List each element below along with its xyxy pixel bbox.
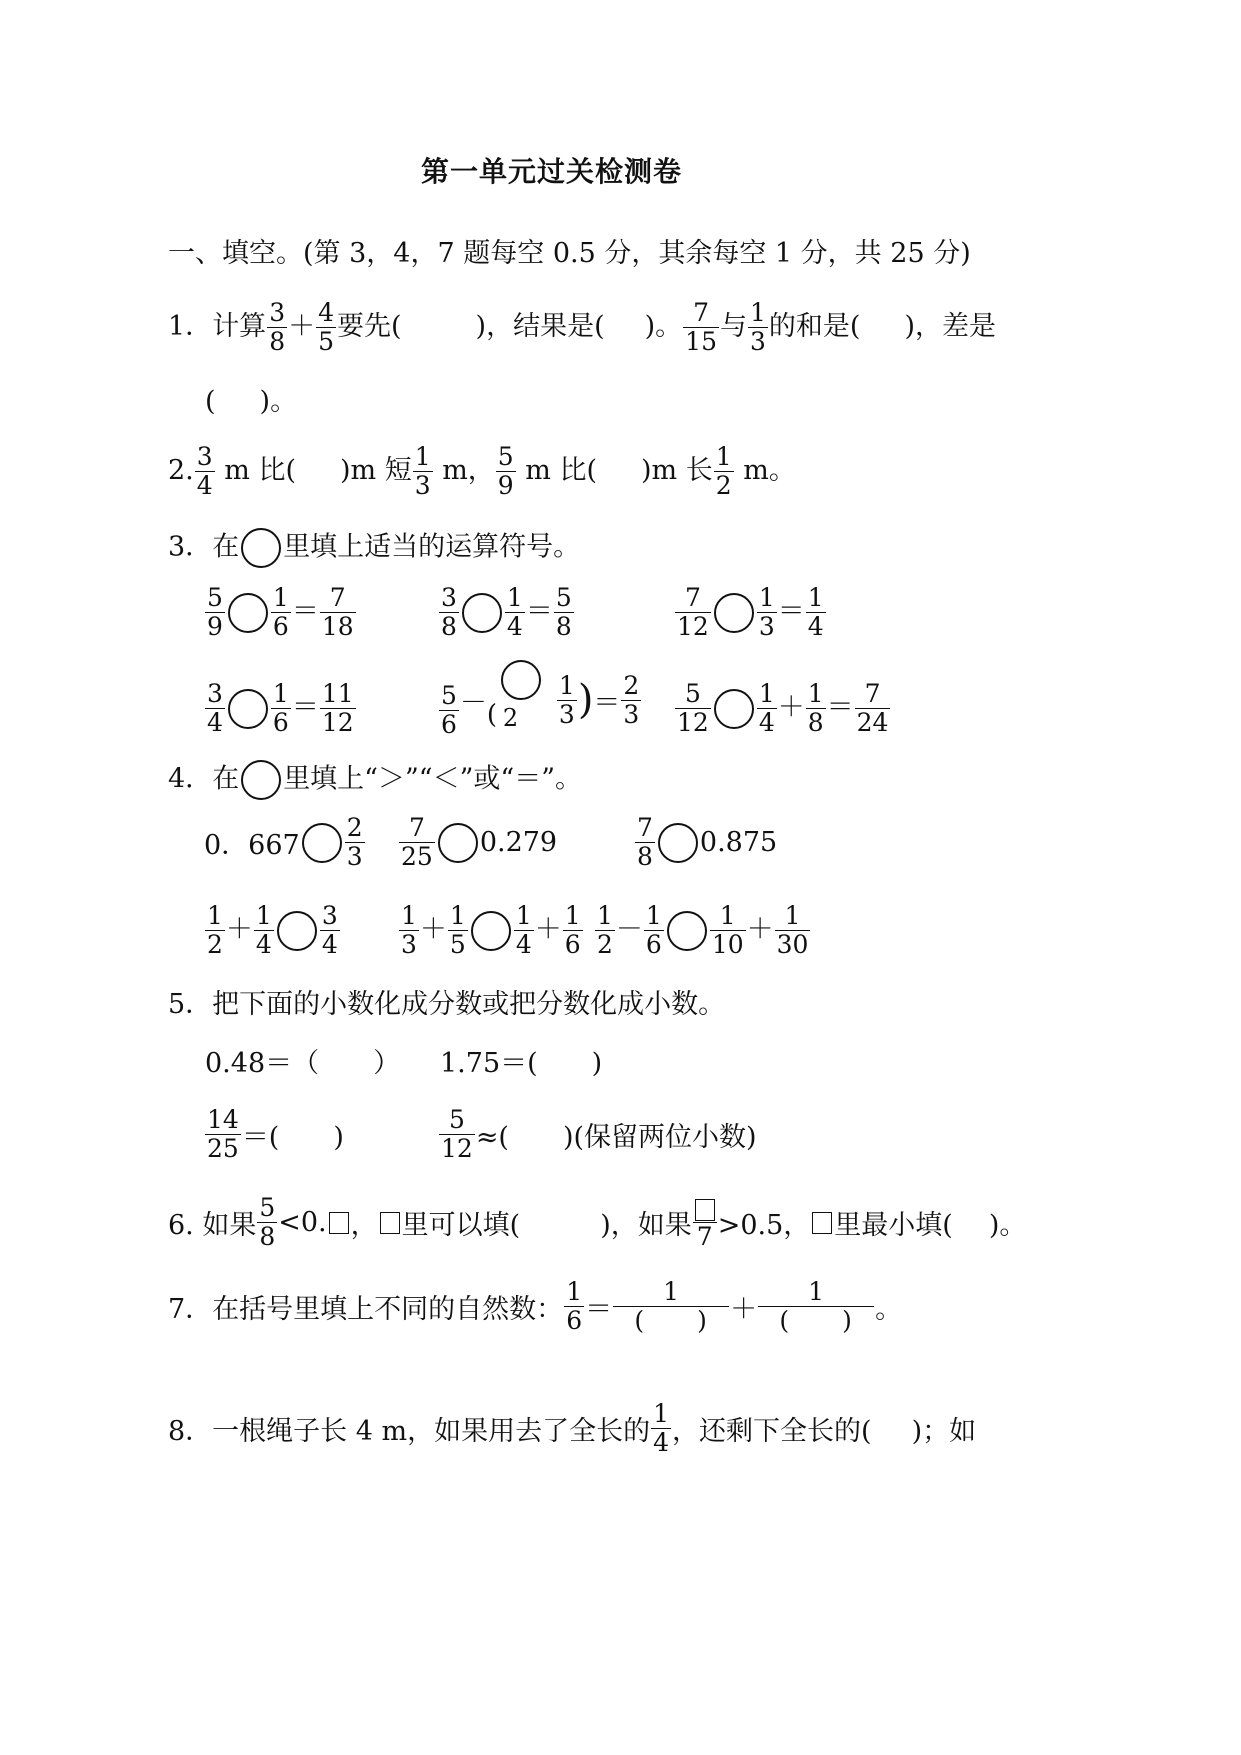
circle-symbol-icon [241, 760, 281, 800]
square-blank-icon [380, 1212, 400, 1234]
question-4: 4．在 里填上“＞”“＜”或“＝”。 [168, 760, 582, 800]
fraction: $\frac{1}{3}$ [749, 298, 766, 356]
answer-circle[interactable] [658, 823, 698, 863]
fraction: $\frac{1}{3}$ [414, 442, 431, 500]
operator: ＋ [288, 311, 316, 342]
fraction: $\frac{4}{5}$ [318, 298, 334, 356]
q1-text: 与 [719, 311, 747, 342]
answer-circle[interactable] [501, 660, 541, 700]
square-blank-icon [812, 1212, 832, 1234]
question-7: 7．在括号里填上不同的自然数： $\frac{1}{6}$ ＝ $\frac{1}{( )}$ ＋ $\frac{1}{( )}$ 。 [168, 1277, 903, 1335]
q3-item: $\frac{5}{6}$ － ( 2 $\frac{1}{3}$ )＝ $\frac{2}{3}$ [438, 660, 642, 740]
q3-item: $\frac{7}{12}$ $\frac{1}{3}$ ＝ $\frac{1}{4}$ [677, 583, 824, 641]
q3-item: $\frac{5}{12}$ $\frac{1}{4}$ ＋ $\frac{1}{8}$ ＝ $\frac{7}{24}$ [677, 679, 889, 737]
answer-fraction[interactable]: $\frac{1}{( )}$ [613, 1278, 729, 1335]
q1-text: )。 [644, 311, 683, 342]
q1-text: )，差是 [904, 311, 996, 342]
question-1 [168, 299, 996, 356]
q5-item: 1.75＝( ) [440, 1048, 603, 1079]
answer-fraction[interactable]: $\frac{1}{( )}$ [758, 1278, 874, 1335]
question-1-line-2: ( )。 [205, 386, 298, 417]
question-3: 3．在 里填上适当的运算符号。 [168, 528, 580, 568]
q4-item: $\frac{7}{8}$ 0.875 [637, 813, 778, 871]
q5-item: $\frac{14}{25}$ ＝( ) [207, 1105, 344, 1163]
fraction: $\frac{1}{2}$ [715, 442, 732, 500]
q4-item: $\frac{7}{25}$ 0.279 [401, 813, 558, 871]
answer-circle[interactable] [438, 823, 478, 863]
question-8: 8．一根绳子长 4 m，如果用去了全长的 $\frac{1}{4}$ ，还剩下全长的( )；如 [168, 1399, 977, 1457]
question-2: 2. $\frac{3}{4}$ m 比( )m 短 $\frac{1}{3}$ m， $\frac{5}{9}$ m 比( )m 长 $\frac{1}{2}$ m。 [168, 442, 796, 500]
section-heading: 一、填空。(第 3，4，7 题每空 0.5 分，其余每空 1 分，共 25 分) [168, 238, 971, 269]
fraction: $\frac{3}{8}$ [269, 298, 286, 356]
answer-circle[interactable] [302, 823, 342, 863]
circle-symbol-icon [241, 528, 281, 568]
answer-circle[interactable] [667, 911, 707, 951]
question-6: 6. 如果 $\frac{5}{8}$ <0. ， 里可以填( )，如果 7 >0.5， 里最小填( )。 [168, 1193, 1027, 1251]
q5-item: $\frac{5}{12}$ ≈( )(保留两位小数) [441, 1105, 757, 1163]
page-title: 第一单元过关检测卷 [421, 155, 683, 188]
answer-circle[interactable] [462, 593, 502, 633]
answer-circle[interactable] [277, 911, 317, 951]
question-5: 5．把下面的小数化成分数或把分数化成小数。 [168, 989, 726, 1020]
q5-item: 0.48＝（ ） [205, 1048, 401, 1079]
q1-number: 1． [168, 311, 213, 342]
square-blank-icon [695, 1199, 715, 1221]
q4-item: $\frac{1}{2}$ － $\frac{1}{6}$ $\frac{1}{10}$ ＋ $\frac{1}{30}$ [597, 901, 809, 959]
answer-circle[interactable] [714, 593, 754, 633]
q1-text: 的和是( [768, 311, 861, 342]
q4-item: 0．667 $\frac{2}{3}$ [204, 813, 363, 871]
q1-text: 要先( [337, 311, 402, 342]
q1-text: )，结果是( [475, 311, 605, 342]
q4-item: $\frac{1}{3}$ ＋ $\frac{1}{5}$ $\frac{1}{4}$ ＋ $\frac{1}{6}$ [401, 901, 581, 959]
q3-item: $\frac{3}{8}$ $\frac{1}{4}$ ＝ $\frac{5}{8}$ [441, 583, 572, 641]
answer-circle[interactable] [228, 689, 268, 729]
q2-number: 2. [168, 455, 194, 486]
answer-circle[interactable] [714, 689, 754, 729]
fraction: $\frac{7}{15}$ [685, 298, 717, 356]
paren-group: ( 2 [487, 660, 547, 740]
q4-item: $\frac{1}{2}$ ＋ $\frac{1}{4}$ $\frac{3}{4}$ [207, 901, 338, 959]
fraction: $\frac{5}{9}$ [497, 442, 514, 500]
fraction: $\frac{3}{4}$ [196, 442, 213, 500]
q1-text: 计算 [212, 311, 267, 342]
q3-item: $\frac{3}{4}$ $\frac{1}{6}$ ＝ $\frac{11}{12}$ [207, 679, 354, 737]
square-blank-icon [329, 1212, 349, 1234]
answer-circle[interactable] [228, 593, 268, 633]
answer-circle[interactable] [471, 911, 511, 951]
q3-item: $\frac{5}{9}$ $\frac{1}{6}$ ＝ $\frac{7}{18}$ [207, 583, 354, 641]
